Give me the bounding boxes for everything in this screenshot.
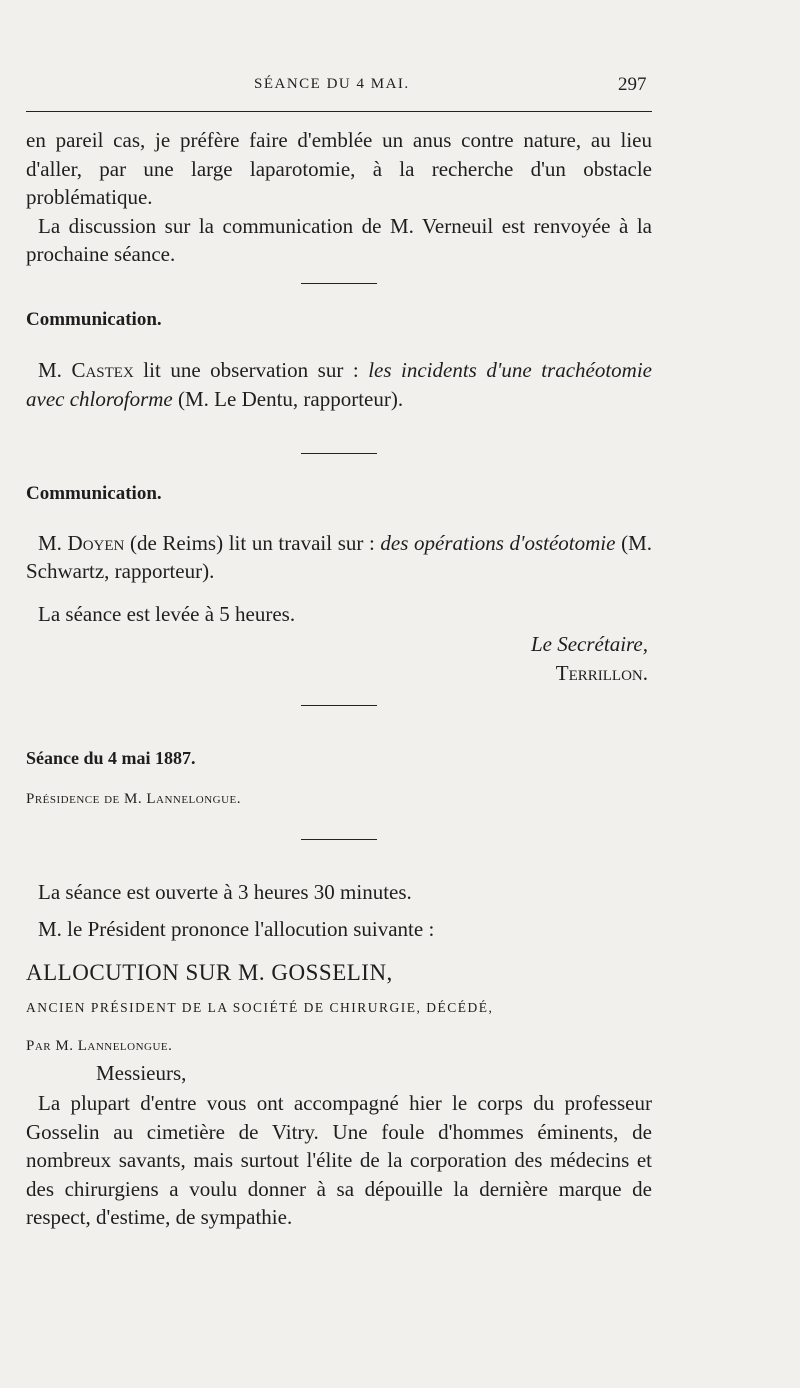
section-heading-communication: Communication. [26, 308, 162, 330]
running-header [0, 74, 800, 98]
section-divider [301, 283, 377, 284]
body-text [26, 126, 652, 1232]
paragraph-discussion: La discussion sur la communication de M. Verneuil est renvoyée à la prochaine séance. [26, 213, 652, 266]
paragraph-continuation: en pareil cas, je préfère faire d'emblée un anus contre nature, au lieu d'aller, par une large laparotomie, à la recherche d'un obstacle problématique. [26, 128, 652, 209]
salutation: Messieurs, [96, 1060, 187, 1085]
page-number: 297 [618, 74, 647, 95]
author-doyen: M. Doyen [38, 530, 125, 555]
running-title: SÉANCE DU 4 MAI. [254, 76, 410, 92]
paragraph-president: M. le Président prononce l'allocution suivante : [38, 916, 435, 941]
section-divider [301, 839, 377, 840]
allocution-title: ALLOCUTION SUR M. GOSSELIN, [26, 960, 393, 985]
work-title-doyen: des opérations d'ostéotomie [380, 530, 616, 555]
section-heading-communication: Communication. [26, 483, 162, 504]
secretary-title: Le Secrétaire, [530, 632, 648, 656]
section-divider [301, 453, 377, 454]
section-divider [301, 705, 377, 706]
work-title-castex: les incidents d'une trachéotomie avec chloroforme [26, 358, 652, 411]
presidency: Présidence de M. Lannelongue. [26, 790, 242, 807]
paragraph-castex: M. Castex lit une observation sur : les incidents d'une trachéotomie avec chloroforme (M. Le Dentu, rapporteur). [26, 358, 652, 411]
allocution-subtitle: ANCIEN PRÉSIDENT DE LA SOCIÉTÉ DE CHIRURGIE, DÉCÉDÉ, [26, 999, 494, 1015]
paragraph-gosselin: La plupart d'entre vous ont accompagné hier le corps du professeur Gosselin au cimetière de Vitry. Une foule d'hommes éminents, de nombreux savants, mais surtout l'élite de la corporation des médecins et des chirurgiens a voulu donner à sa dépouille la dernière marque de respect, d'estime, de sympathie. [26, 1091, 652, 1229]
paragraph-opened: La séance est ouverte à 3 heures 30 minutes. [38, 880, 412, 904]
allocution-author: Par M. Lannelongue. [26, 1038, 173, 1054]
paragraph-adjourned: La séance est levée à 5 heures. [38, 601, 296, 626]
header-rule [26, 111, 652, 112]
secretary-name: Terrillon. [555, 660, 648, 685]
author-castex: M. Castex [38, 358, 134, 382]
seance-title: Séance du 4 mai 1887. [26, 748, 196, 768]
paragraph-doyen: M. Doyen (de Reims) lit un travail sur : des opérations d'ostéotomie (M. Schwartz, rapporteur). [26, 530, 653, 583]
